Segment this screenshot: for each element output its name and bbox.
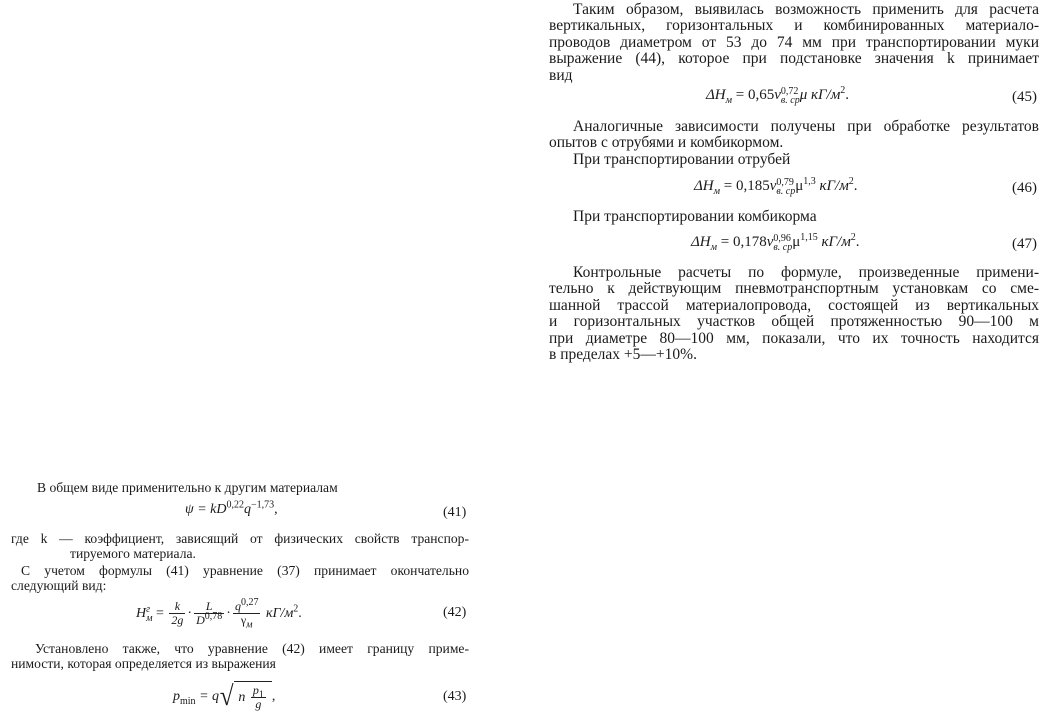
eq-superscript: 0,78 bbox=[204, 611, 223, 623]
eq-text: = 0,185 bbox=[720, 178, 770, 194]
fraction-numerator: k bbox=[169, 600, 185, 614]
eq-subscript: м bbox=[725, 95, 733, 106]
text-line: проводов диаметром от 53 до 74 мм при транспортировании муки bbox=[549, 33, 1039, 51]
text-line: В общем виде применительно к другим материалам bbox=[37, 480, 338, 495]
text-line: тируемого материала. bbox=[70, 546, 196, 562]
paragraph-final-form bbox=[11, 563, 469, 594]
paragraph-bran bbox=[573, 152, 993, 168]
eq-symbol: q bbox=[243, 502, 251, 517]
text-line: Контрольные расчеты по формуле, произведенные примени- bbox=[573, 264, 1039, 281]
eq-text: = bbox=[152, 606, 168, 621]
equation-number-42: (42) bbox=[443, 605, 467, 620]
paragraph-feed bbox=[573, 209, 993, 225]
eq-symbol: ΔH bbox=[706, 87, 726, 103]
fraction bbox=[169, 600, 185, 627]
eq-symbol: ΔH bbox=[694, 178, 714, 194]
eq-superscript: 0,79 bbox=[776, 176, 794, 188]
fraction bbox=[251, 684, 266, 711]
text-line: С учетом формулы (41) уравнение (37) принимает окончательно bbox=[21, 563, 469, 578]
equation-number-43: (43) bbox=[443, 689, 467, 704]
eq-superscript: 2 bbox=[293, 603, 299, 615]
paragraph-general bbox=[37, 480, 467, 495]
fraction-denominator: g bbox=[255, 697, 262, 712]
equation-43 bbox=[173, 681, 275, 713]
eq-superscript: 2 bbox=[850, 232, 856, 243]
eq-symbol: v bbox=[769, 178, 777, 194]
paragraph-conclusion bbox=[549, 2, 1039, 84]
eq-subscript: в. ср bbox=[773, 241, 793, 253]
eq-subscript: 1 bbox=[258, 689, 264, 701]
eq-text: = q bbox=[195, 689, 220, 705]
text-line: в пределах +5—+10%. bbox=[549, 346, 697, 364]
eq-text: . bbox=[853, 178, 858, 194]
eq-text: = 0,65 bbox=[732, 87, 775, 103]
text-line: шанной трассой материалопровода, состоящей из вертикальных bbox=[549, 296, 1039, 314]
text-line: выражение (44), которое при подстановке значения k принимает bbox=[549, 50, 1039, 68]
eq-superscript: 1,3 bbox=[803, 176, 816, 187]
eq-subscript: м bbox=[246, 619, 253, 631]
fraction-numerator: L bbox=[194, 600, 224, 614]
sqrt-sign: √ bbox=[219, 681, 234, 712]
eq-symbol: μ bbox=[792, 234, 801, 250]
equation-46 bbox=[694, 177, 858, 196]
eq-text: кГ/м bbox=[815, 178, 849, 194]
fraction-denominator: 2g bbox=[171, 613, 184, 628]
text-line: где k — коэффициент, зависящий от физических свойств транспор- bbox=[11, 531, 469, 546]
equation-number-46: (46) bbox=[1012, 180, 1037, 196]
eq-symbol: n bbox=[238, 690, 246, 705]
text-line: вертикальных, горизонтальных и комбинированных материало- bbox=[549, 17, 1039, 35]
paragraph-similar bbox=[549, 119, 1039, 152]
eq-symbol: ΔH bbox=[691, 234, 711, 250]
eq-subscript: м bbox=[713, 186, 721, 197]
eq-superscript: 0,22 bbox=[226, 499, 244, 511]
eq-text: кГ/м bbox=[262, 606, 294, 621]
eq-superscript: 0,96 bbox=[773, 232, 791, 244]
eq-symbol: v bbox=[766, 234, 774, 250]
text-line: тельно к действующим пневмотранспортным установкам со сме- bbox=[549, 280, 1039, 298]
eq-superscript: 1,15 bbox=[800, 232, 818, 243]
paragraph-where bbox=[11, 531, 469, 562]
eq-subscript: в. ср bbox=[776, 185, 796, 197]
eq-symbol: μ bbox=[795, 178, 804, 194]
equation-42: H г м = $\frac{k}{2g}$ · $\frac{L}{D^{0,78}}$ · $\frac{q^{0,27}}{\gamma_м}$ $кГ/м^2$. bbox=[136, 597, 302, 631]
text-line: при диаметре 80—100 мм, показали, что их точность находится bbox=[549, 329, 1039, 347]
eq-subscript: в. ср bbox=[780, 94, 800, 106]
eq-symbol: D bbox=[196, 613, 205, 628]
fraction-denominator bbox=[233, 613, 261, 631]
paragraph-applicability bbox=[11, 641, 469, 672]
text-line: опытов с отрубями и комбикормом. bbox=[549, 134, 784, 152]
eq-subscript: м bbox=[710, 242, 718, 253]
eq-text: . bbox=[855, 234, 860, 250]
eq-text: , bbox=[274, 502, 278, 517]
eq-text: кГ/м bbox=[817, 234, 851, 250]
text-line: следующий вид: bbox=[11, 578, 107, 594]
eq-superscript: 2 bbox=[848, 176, 854, 187]
fraction-numerator bbox=[233, 597, 261, 614]
fraction bbox=[233, 597, 261, 631]
text-line: и горизонтальных участков общей протяженностью 90—100 м bbox=[549, 313, 1039, 331]
eq-symbol: p bbox=[252, 683, 259, 698]
equation-number-45: (45) bbox=[1012, 89, 1037, 105]
eq-text: . bbox=[298, 606, 302, 621]
eq-symbol: H bbox=[136, 606, 147, 621]
fraction-numerator bbox=[251, 683, 266, 701]
eq-superscript: 2 bbox=[840, 85, 846, 96]
eq-subscript: м bbox=[146, 612, 153, 624]
eq-symbol: γ bbox=[240, 613, 247, 628]
fraction-denominator bbox=[194, 611, 224, 628]
text-line: Установлено также, что уравнение (42) имеет границу приме- bbox=[35, 641, 469, 656]
paragraph-control-calc bbox=[549, 265, 1039, 363]
text-line: Таким образом, выявилась возможность применить для расчета bbox=[573, 1, 1039, 18]
eq-symbol: p bbox=[173, 689, 180, 705]
eq-superscript: 0,27 bbox=[240, 597, 259, 609]
equation-number-41: (41) bbox=[443, 505, 467, 520]
eq-superscript: г bbox=[146, 603, 151, 615]
eq-symbol: v bbox=[774, 87, 781, 103]
eq-text: ψ = kD bbox=[185, 502, 227, 517]
equation-45 bbox=[706, 86, 849, 105]
eq-text: . bbox=[845, 87, 850, 103]
fraction bbox=[194, 600, 224, 627]
text-line: нимости, которая определяется из выражения bbox=[11, 656, 276, 672]
text-line: Аналогичные зависимости получены при обработке результатов bbox=[573, 118, 1039, 135]
radicand bbox=[234, 681, 272, 713]
text-line: При транспортировании отрубей bbox=[573, 151, 791, 168]
eq-symbol: q bbox=[234, 599, 241, 614]
eq-text: = 0,178 bbox=[717, 234, 767, 250]
text-line: вид bbox=[549, 66, 573, 84]
eq-subscript: min bbox=[180, 696, 196, 708]
eq-superscript: −1,73 bbox=[250, 499, 275, 511]
equation-41 bbox=[185, 501, 278, 519]
eq-text: , bbox=[271, 689, 276, 705]
eq-text: μ кГ/м bbox=[799, 87, 841, 103]
eq-superscript: 0,72 bbox=[780, 85, 799, 97]
equation-47 bbox=[691, 233, 860, 252]
text-line: При транспортировании комбикорма bbox=[573, 208, 817, 225]
equation-number-47: (47) bbox=[1012, 236, 1037, 252]
